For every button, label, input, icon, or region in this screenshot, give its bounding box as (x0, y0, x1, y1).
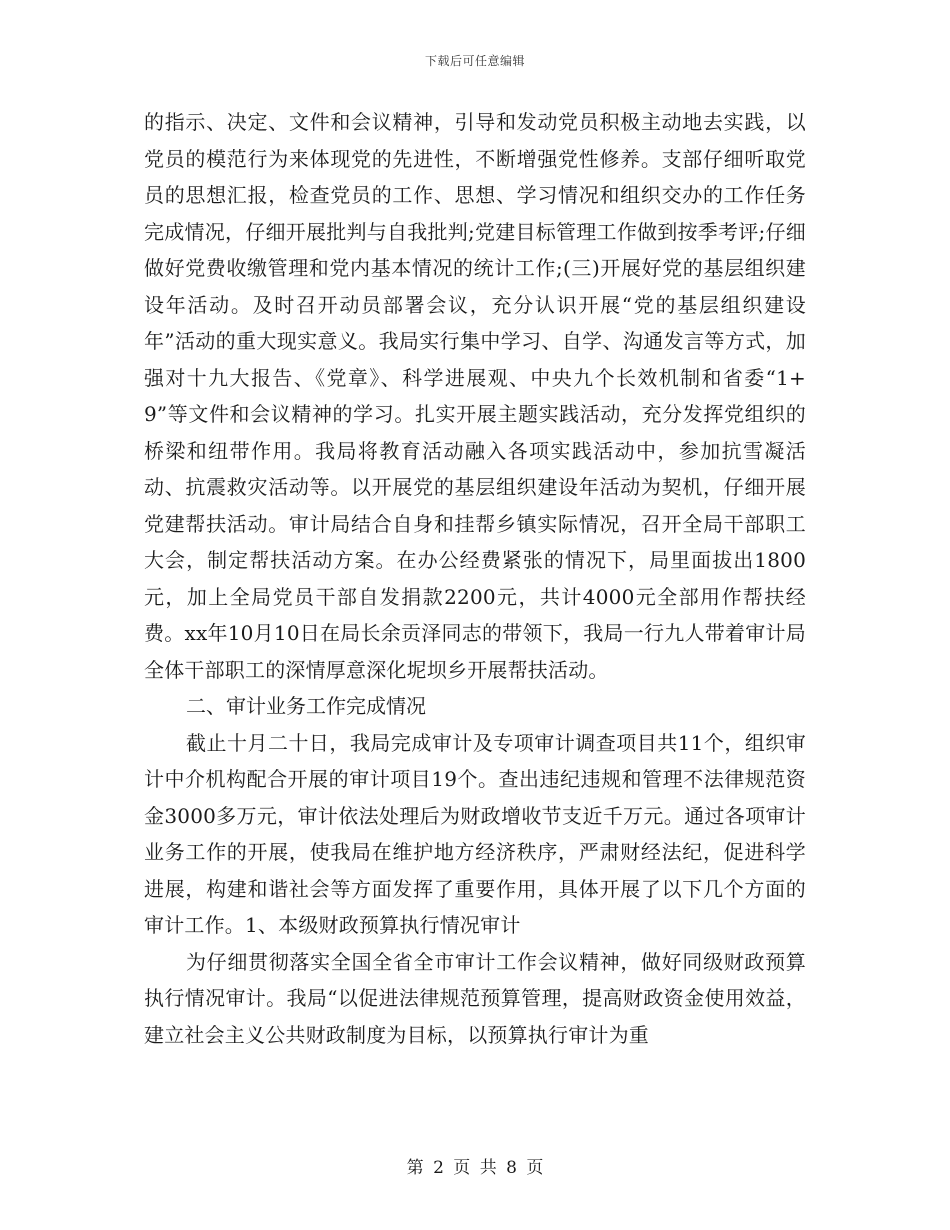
paragraph-audit-summary: 截止十月二十日，我局完成审计及专项审计调查项目共11个，组织审计中介机构配合开展的审计项目19个。查出违纪违规和管理不法律规范资金3000多万元，审计依法处理后为财政增收节支近千万元。通过各项审计业务工作的开展，使我局在维护地方经济秩序，严肃财经法纪，促进科学进展，构建和谐社会等方面发挥了重要作用，具体开展了以下几个方面的审计工作。1、本级财政预算执行情况审计 (144, 730, 806, 937)
paragraph-party-building: 的指示、决定、文件和会议精神，引导和发动党员积极主动地去实践，以党员的模范行为来体现党的先进性，不断增强党性修养。支部仔细听取党员的思想汇报，检查党员的工作、思想、学习情况和组织交办的工作任务完成情况，仔细开展批判与自我批判;党建目标管理工作做到按季考评;仔细做好党费收缴管理和党内基本情况的统计工作;(三)开展好党的基层组织建设年活动。及时召开动员部署会议，充分认识开展“党的基层组织建设年”活动的重大现实意义。我局实行集中学习、自学、沟通发言等方式，加强对十九大报告、《党章》、科学进展观、中央九个长效机制和省委“1+9”等文件和会议精神的学习。扎实开展主题实践活动，充分发挥党组织的桥梁和纽带作用。我局将教育活动融入各项实践活动中，参加抗雪凝活动、抗震救灾活动等。以开展党的基层组织建设年活动为契机，仔细开展党建帮扶活动。审计局结合自身和挂帮乡镇实际情况，召开全局干部职工大会，制定帮扶活动方案。在办公经费紧张的情况下，局里面拔出1800元，加上全局党员干部自发捐款2200元，共计4000元全部用作帮扶经费。xx年10月10日在局长余贡泽同志的带领下，我局一行九人带着审计局全体干部职工的深情厚意深化坭坝乡开展帮扶活动。 (144, 110, 806, 682)
page-number: 第 2 页 共 8 页 (406, 1158, 544, 1178)
document-body (144, 104, 806, 1053)
section-heading-audit-work: 二、审计业务工作完成情况 (186, 694, 426, 718)
paragraph-budget-execution: 为仔细贯彻落实全国全省全市审计工作会议精神，做好同级财政预算执行情况审计。我局“以促进法律规范预算管理，提高财政资金使用效益，建立社会主义公共财政制度为目标，以预算执行审计为重 (144, 949, 806, 1047)
page-header: 下载后可任意编辑 (424, 54, 525, 68)
